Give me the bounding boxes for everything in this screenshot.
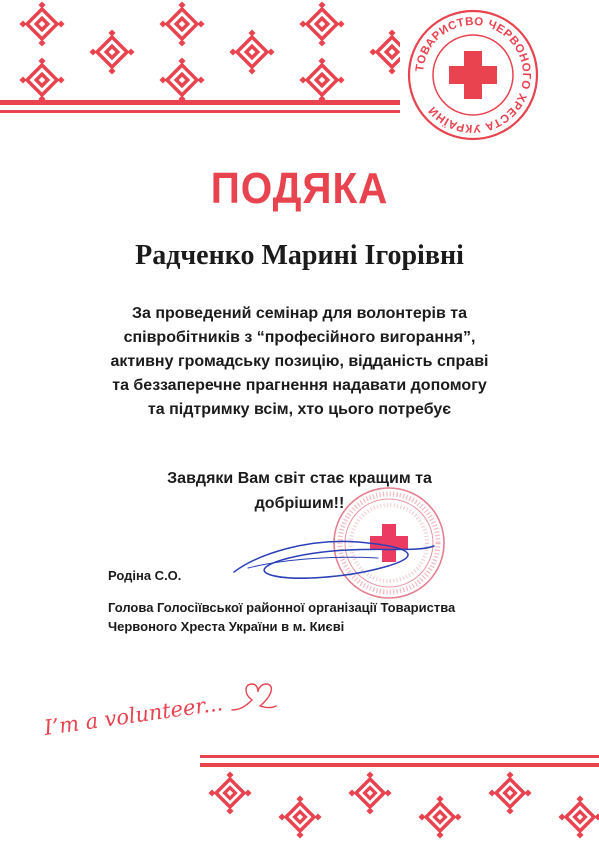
ornament-motif	[278, 795, 321, 838]
signer-role	[108, 598, 548, 636]
body-line: та підтримку всім, хто цього потребує	[147, 401, 452, 418]
ornament-motif	[19, 57, 64, 102]
body-line: співробітників з “професійного вигорання”,	[123, 329, 476, 346]
body-line: активну громадську позицію, відданість справі	[110, 353, 489, 370]
ornament-motif	[19, 1, 64, 46]
volunteer-slogan: I’m a volunteer...	[42, 691, 225, 740]
closing-line: Завдяки Вам світ стає кращим та	[167, 470, 432, 487]
ornament-motif	[299, 57, 344, 102]
ornament-motif	[488, 771, 531, 814]
certificate-body	[60, 302, 539, 422]
ornament-motif	[558, 795, 599, 838]
ornament-motif	[418, 795, 461, 838]
role-line: Голова Голосіївської районної організації Товариства	[108, 600, 456, 615]
ornament-motif	[229, 29, 274, 74]
heart-icon	[230, 680, 278, 714]
ornament-motif	[89, 29, 134, 74]
red-cross-icon	[449, 51, 497, 99]
ornament-motif	[208, 771, 251, 814]
ornament-motif	[159, 1, 204, 46]
certificate-title: ПОДЯКА	[210, 164, 389, 213]
closing-line: добрішим!!	[254, 495, 345, 512]
signer-name: Родіна С.О.	[108, 568, 182, 583]
closing-text	[60, 466, 539, 516]
signature	[228, 528, 438, 588]
ornament-top	[0, 0, 400, 120]
ornament-motif	[348, 771, 391, 814]
ornament-motif	[369, 29, 400, 74]
recipient-name: Радченко Марині Ігорівні	[135, 240, 464, 271]
red-cross-emblem	[403, 5, 543, 145]
role-line: Червоного Хреста України в м. Києві	[108, 619, 345, 634]
ornament-bottom	[200, 755, 599, 843]
body-line: За проведений семінар для волонтерів та	[131, 305, 468, 322]
emblem-ring-text: ТОВАРИСТВО ЧЕРВОНОГО ХРЕСТА УКРАЇНИ	[414, 15, 533, 135]
ornament-motif	[159, 57, 204, 102]
ornament-motif	[299, 1, 344, 46]
body-line: та беззаперечне прагнення надавати допомогу	[112, 377, 487, 394]
